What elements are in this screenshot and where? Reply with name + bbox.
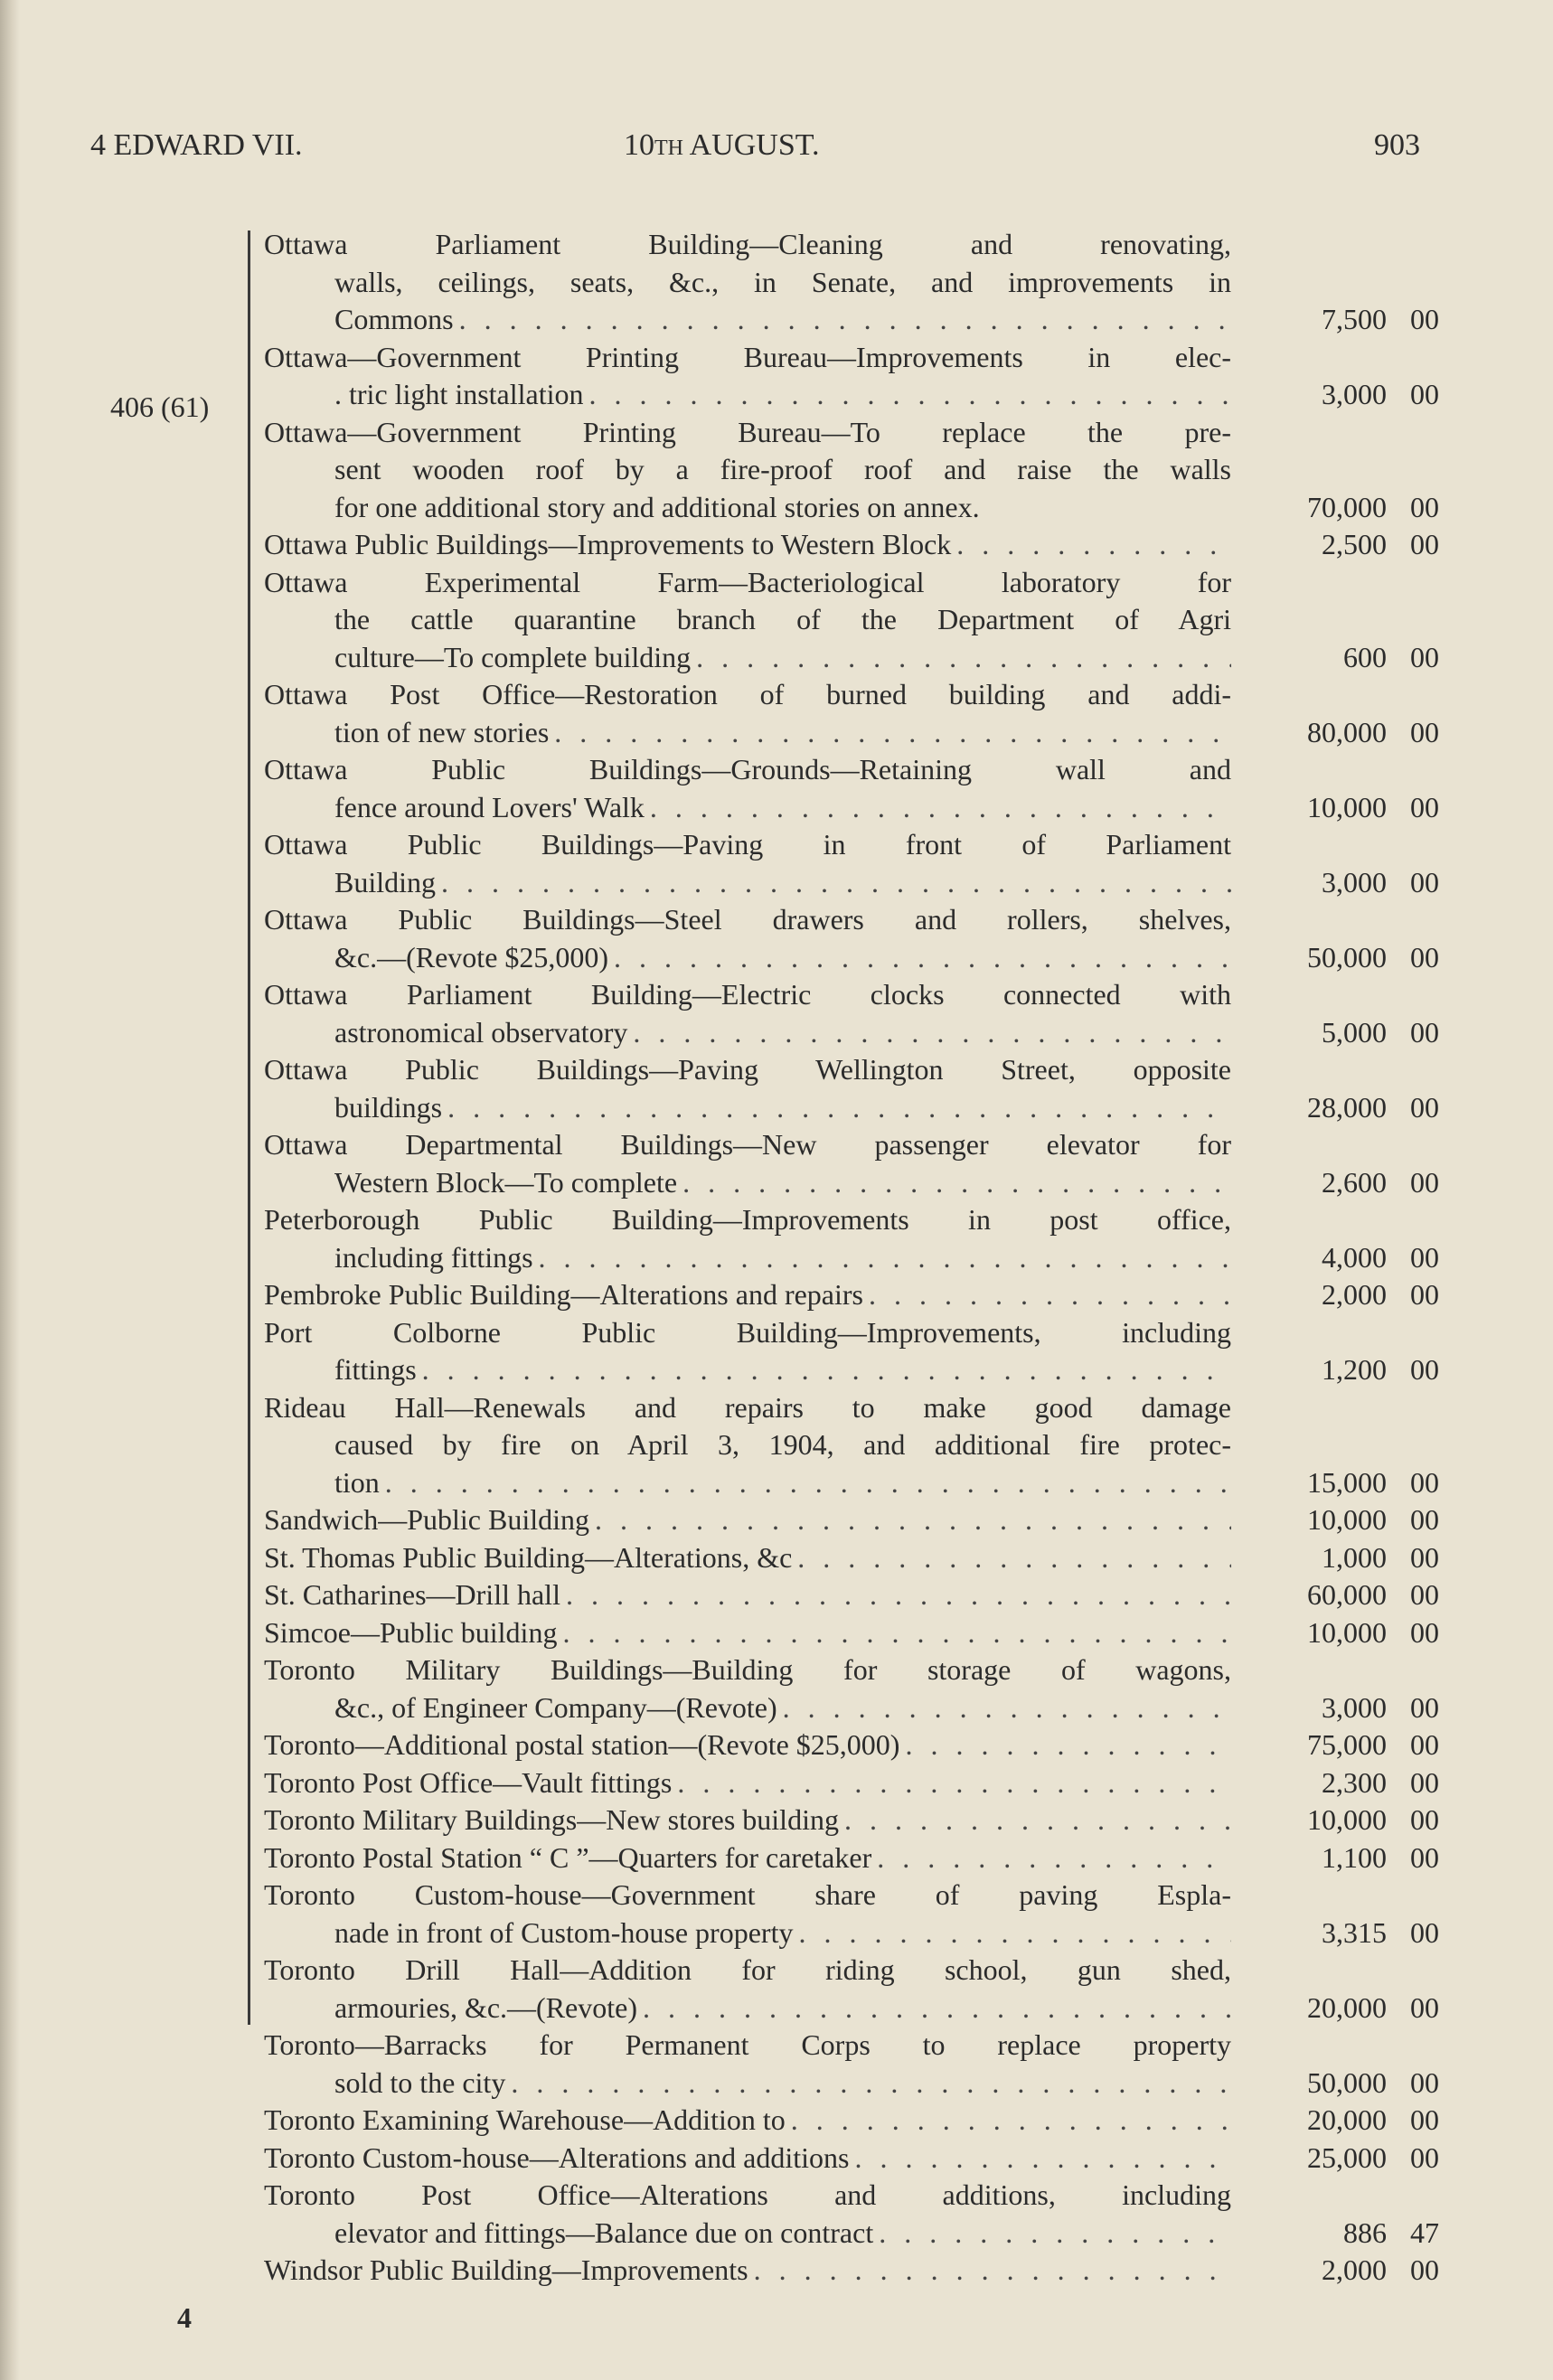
amount-dollars: 50,000 <box>1307 2065 1387 2099</box>
dot-leader <box>877 1839 1231 1877</box>
entry-line <box>264 864 1231 902</box>
amount-dollars: 10,000 <box>1307 790 1387 823</box>
amount-cents: 00 <box>1410 1240 1439 1274</box>
dot-leader <box>447 1089 1231 1127</box>
amount-cents: 00 <box>1410 2253 1439 2286</box>
amount-cents: 00 <box>1410 1015 1439 1049</box>
dot-leader <box>633 1014 1231 1052</box>
entry-amount <box>1204 376 1439 414</box>
amount-cents: 00 <box>1410 1803 1439 1836</box>
entry-text: tion of new stories <box>334 715 550 748</box>
entry-line: the cattle quarantine branch of the Department of Agri <box>334 603 1231 635</box>
dot-leader <box>614 939 1231 977</box>
entry-amount <box>1204 864 1439 902</box>
dot-leader <box>754 2252 1231 2290</box>
amount-cents: 00 <box>1410 490 1439 523</box>
amount-dollars: 1,000 <box>1322 1540 1387 1574</box>
entry-text: Ottawa Public Buildings—Improvements to Western Block <box>264 528 952 560</box>
amount-dollars: 4,000 <box>1322 1240 1387 1274</box>
entry-amount <box>1204 2102 1439 2140</box>
amount-cents: 00 <box>1410 1765 1439 1799</box>
entry-text: elevator and fittings—Balance due on contract <box>334 2215 874 2249</box>
dot-leader <box>677 1764 1231 1802</box>
appropriation-entry <box>264 1952 1439 2027</box>
entry-line <box>264 939 1231 977</box>
dot-leader <box>554 714 1231 752</box>
entry-text: . tric light installation <box>334 378 584 410</box>
appropriation-entry <box>264 2102 1439 2140</box>
entry-text: &c., of Engineer Company—(Revote) <box>334 1690 777 1724</box>
entry-line: Toronto Military Buildings—Building for storage of wagons, <box>264 1653 1231 1686</box>
entry-text: Sandwich—Public Building <box>264 1503 589 1536</box>
amount-dollars: 20,000 <box>1307 1990 1387 2024</box>
appropriation-entry <box>264 2252 1439 2290</box>
amount-cents: 00 <box>1410 1578 1439 1611</box>
entry-amount <box>1204 1839 1439 1877</box>
entry-line <box>264 301 1231 339</box>
entry-line: Ottawa Public Buildings—Steel drawers and rollers, shelves, <box>264 903 1231 936</box>
amount-dollars: 75,000 <box>1307 1728 1387 1761</box>
appropriation-entry <box>264 1726 1439 1764</box>
amount-cents: 00 <box>1410 715 1439 748</box>
dot-leader <box>595 1501 1231 1539</box>
entry-amount <box>1204 1576 1439 1614</box>
appropriation-entry <box>264 1801 1439 1839</box>
entry-amount <box>1204 526 1439 564</box>
entry-amount <box>1204 1351 1439 1389</box>
amount-dollars: 886 <box>1343 2215 1387 2249</box>
appropriation-entry <box>264 901 1439 976</box>
appropriation-entry <box>264 1276 1439 1314</box>
amount-cents: 00 <box>1410 528 1439 560</box>
dot-leader <box>589 376 1231 414</box>
entry-line <box>264 489 1231 527</box>
entry-line: caused by fire on April 3, 1904, and additional fire protec- <box>334 1428 1231 1461</box>
amount-dollars: 10,000 <box>1307 1503 1387 1536</box>
entry-amount <box>1204 2252 1439 2290</box>
entry-amount <box>1204 1801 1439 1839</box>
entry-line <box>264 376 1231 414</box>
entry-line <box>264 2065 1231 2102</box>
amount-cents: 00 <box>1410 640 1439 673</box>
entry-line: Toronto—Barracks for Permanent Corps to replace property <box>264 2028 1231 2061</box>
dot-leader <box>791 2102 1231 2140</box>
entry-amount <box>1204 1764 1439 1802</box>
amount-cents: 00 <box>1410 2140 1439 2174</box>
appropriation-entry <box>264 1389 1439 1502</box>
running-header <box>0 128 1553 174</box>
dot-leader <box>783 1689 1231 1727</box>
amount-cents: 00 <box>1410 1728 1439 1761</box>
amount-cents: 00 <box>1410 303 1439 335</box>
entry-line: Toronto Drill Hall—Addition for riding school, gun shed, <box>264 1953 1231 1986</box>
entry-line <box>264 1501 1231 1539</box>
amount-dollars: 70,000 <box>1307 490 1387 523</box>
amount-cents: 00 <box>1410 1615 1439 1649</box>
amount-dollars: 2,000 <box>1322 1278 1387 1311</box>
entry-text: Windsor Public Building—Improvements <box>264 2253 748 2286</box>
dot-leader <box>797 1539 1231 1577</box>
entry-line <box>264 1801 1231 1839</box>
entry-amount <box>1204 1726 1439 1764</box>
amount-cents: 00 <box>1410 1465 1439 1499</box>
amount-dollars: 600 <box>1343 640 1387 673</box>
amount-dollars: 25,000 <box>1307 2140 1387 2174</box>
appropriation-entry <box>264 1314 1439 1389</box>
entry-line <box>264 1576 1231 1614</box>
entry-text: Toronto Post Office—Vault fittings <box>264 1765 673 1799</box>
appropriation-entry <box>264 751 1439 826</box>
amount-dollars: 60,000 <box>1307 1578 1387 1611</box>
amount-cents: 00 <box>1410 1165 1439 1199</box>
dot-leader <box>844 1801 1231 1839</box>
entry-line <box>264 1839 1231 1877</box>
dot-leader <box>956 526 1231 564</box>
amount-dollars: 7,500 <box>1322 303 1387 335</box>
entry-line: Ottawa Public Buildings—Grounds—Retaining wall and <box>264 753 1231 785</box>
entry-amount <box>1204 714 1439 752</box>
amount-cents: 00 <box>1410 1353 1439 1386</box>
appropriation-entry <box>264 526 1439 564</box>
entry-line <box>264 1351 1231 1389</box>
amount-cents: 00 <box>1410 2103 1439 2136</box>
amount-dollars: 2,000 <box>1322 2253 1387 2286</box>
entry-line <box>264 1614 1231 1652</box>
amount-dollars: 28,000 <box>1307 1090 1387 1124</box>
entry-amount <box>1204 939 1439 977</box>
amount-cents: 00 <box>1410 1503 1439 1536</box>
appropriation-entry <box>264 2027 1439 2102</box>
entry-line <box>264 2252 1231 2290</box>
entry-line: Ottawa Departmental Buildings—New passenger elevator for <box>264 1128 1231 1161</box>
appropriation-entry <box>264 1201 1439 1276</box>
entry-text: Toronto—Additional postal station—(Revote $25,000) <box>264 1728 900 1761</box>
entries-bracket <box>248 230 265 2025</box>
dot-leader <box>511 2065 1231 2102</box>
entry-line <box>264 2215 1231 2253</box>
appropriation-entry <box>264 1051 1439 1126</box>
dot-leader <box>643 1990 1231 2027</box>
entry-amount <box>1204 1539 1439 1577</box>
header-date-month: AUGUST. <box>689 128 820 162</box>
entry-amount <box>1204 489 1439 527</box>
entry-line: Peterborough Public Building—Improvements in post office, <box>264 1203 1231 1236</box>
appropriation-entry <box>264 2177 1439 2252</box>
entry-amount <box>1204 1276 1439 1314</box>
appropriation-entry <box>264 1539 1439 1577</box>
amount-cents: 00 <box>1410 378 1439 410</box>
entry-text: sold to the city <box>334 2065 506 2099</box>
appropriation-entry <box>264 1877 1439 1952</box>
amount-dollars: 10,000 <box>1307 1803 1387 1836</box>
entry-line: Ottawa Post Office—Restoration of burned building and addi- <box>264 678 1231 710</box>
entry-line <box>264 526 1231 564</box>
entry-line: Ottawa Public Buildings—Paving in front of Parliament <box>264 828 1231 861</box>
appropriation-entry <box>264 414 1439 527</box>
dot-leader <box>682 1164 1231 1202</box>
entry-text: buildings <box>334 1090 443 1124</box>
amount-dollars: 2,500 <box>1322 528 1387 560</box>
entry-text: nade in front of Custom-house property <box>334 1915 794 1949</box>
dot-leader <box>854 2140 1231 2178</box>
entry-line: Ottawa Public Buildings—Paving Wellington Street, opposite <box>264 1053 1231 1086</box>
entry-amount <box>1204 1501 1439 1539</box>
entry-text: St. Catharines—Drill hall <box>264 1578 560 1611</box>
dot-leader <box>566 1576 1231 1614</box>
appropriation-entry <box>264 1576 1439 1614</box>
dot-leader <box>385 1464 1231 1502</box>
amount-cents: 00 <box>1410 1915 1439 1949</box>
entry-amount <box>1204 2140 1439 2178</box>
amount-cents: 47 <box>1410 2215 1439 2249</box>
entry-line <box>264 1464 1231 1502</box>
entry-line: Toronto Post Office—Alterations and additions, including <box>264 2178 1231 2211</box>
appropriation-entry <box>264 1501 1439 1539</box>
entry-amount <box>1204 301 1439 339</box>
dot-leader <box>905 1726 1231 1764</box>
entry-line: Ottawa—Government Printing Bureau—Improvements in elec- <box>264 340 1231 373</box>
header-reign: 4 EDWARD VII. <box>90 128 303 162</box>
entry-text: culture—To complete building <box>334 640 692 673</box>
appropriation-entry <box>264 1126 1439 1201</box>
entry-line: Ottawa Experimental Farm—Bacteriological laboratory for <box>264 565 1231 598</box>
amount-dollars: 15,000 <box>1307 1465 1387 1499</box>
amount-dollars: 2,600 <box>1322 1165 1387 1199</box>
entry-amount <box>1204 789 1439 827</box>
entry-line <box>264 1164 1231 1202</box>
entry-text: for one additional story and additional stories on annex. <box>334 490 980 523</box>
appropriation-entry <box>264 2140 1439 2178</box>
amount-dollars: 3,000 <box>1322 865 1387 898</box>
appropriation-entry <box>264 1614 1439 1652</box>
entry-amount <box>1204 1990 1439 2027</box>
entry-text: Commons <box>334 303 454 335</box>
appropriation-entry <box>264 1839 1439 1877</box>
amount-cents: 00 <box>1410 2065 1439 2099</box>
entry-text: Toronto Military Buildings—New stores building <box>264 1803 839 1836</box>
vote-reference: 406 (61) <box>110 390 210 423</box>
entry-amount <box>1204 1689 1439 1727</box>
entry-text: Pembroke Public Building—Alterations and repairs <box>264 1278 863 1311</box>
entry-line: Toronto Custom-house—Government share of paving Espla- <box>264 1878 1231 1911</box>
entry-text: including fittings <box>334 1240 533 1274</box>
dot-leader <box>562 1614 1231 1652</box>
entry-line <box>264 1089 1231 1127</box>
entry-text: Western Block—To complete <box>334 1165 678 1199</box>
dot-leader <box>441 864 1231 902</box>
entry-line <box>264 2140 1231 2178</box>
entry-line <box>264 1726 1231 1764</box>
dot-leader <box>650 789 1231 827</box>
appropriation-entry <box>264 676 1439 751</box>
amount-cents: 00 <box>1410 1690 1439 1724</box>
appropriation-entry <box>264 976 1439 1051</box>
amount-dollars: 1,200 <box>1322 1353 1387 1386</box>
header-date <box>624 128 820 163</box>
appropriation-entry <box>264 339 1439 414</box>
amount-dollars: 80,000 <box>1307 715 1387 748</box>
entry-text: fittings <box>334 1353 417 1386</box>
amount-cents: 00 <box>1410 1540 1439 1574</box>
appropriation-entry <box>264 1651 1439 1726</box>
entry-line: Ottawa Parliament Building—Electric clocks connected with <box>264 978 1231 1011</box>
header-date-suffix: TH <box>654 136 683 160</box>
page-binding-edge <box>0 0 20 2380</box>
entry-text: fence around Lovers' Walk <box>334 790 645 823</box>
appropriation-entry <box>264 226 1439 339</box>
entry-text: &c.—(Revote $25,000) <box>334 940 609 974</box>
amount-dollars: 2,300 <box>1322 1765 1387 1799</box>
entry-amount <box>1204 1239 1439 1277</box>
entry-line <box>264 2102 1231 2140</box>
entry-line <box>264 714 1231 752</box>
amount-dollars: 10,000 <box>1307 1615 1387 1649</box>
entry-text: St. Thomas Public Building—Alterations, &c <box>264 1540 793 1574</box>
entry-text: Toronto Postal Station “ C ”—Quarters for caretaker <box>264 1840 872 1874</box>
entry-amount <box>1204 639 1439 677</box>
appropriation-list <box>264 226 1439 2290</box>
entry-amount <box>1204 2065 1439 2102</box>
entry-amount <box>1204 2215 1439 2253</box>
header-date-day: 10 <box>624 128 654 162</box>
entry-amount <box>1204 1614 1439 1652</box>
entry-amount <box>1204 1914 1439 1952</box>
entry-text: Toronto Examining Warehouse—Addition to <box>264 2103 786 2136</box>
dot-leader <box>422 1351 1231 1389</box>
amount-cents: 00 <box>1410 940 1439 974</box>
entry-line <box>264 1689 1231 1727</box>
entry-line <box>264 1539 1231 1577</box>
dot-leader <box>539 1239 1231 1277</box>
entry-text: Simcoe—Public building <box>264 1615 558 1649</box>
amount-dollars: 1,100 <box>1322 1840 1387 1874</box>
amount-dollars: 3,000 <box>1322 1690 1387 1724</box>
amount-cents: 00 <box>1410 1090 1439 1124</box>
amount-dollars: 50,000 <box>1307 940 1387 974</box>
amount-cents: 00 <box>1410 790 1439 823</box>
appropriation-entry <box>264 564 1439 677</box>
entry-text: armouries, &c.—(Revote) <box>334 1990 637 2024</box>
entry-line <box>264 1239 1231 1277</box>
entry-amount <box>1204 1014 1439 1052</box>
entry-line <box>264 1014 1231 1052</box>
amount-cents: 00 <box>1410 865 1439 898</box>
entry-line <box>264 789 1231 827</box>
dot-leader <box>879 2215 1231 2253</box>
entry-line <box>264 1276 1231 1314</box>
amount-dollars: 5,000 <box>1322 1015 1387 1049</box>
entry-line: Ottawa—Government Printing Bureau—To replace the pre- <box>264 415 1231 448</box>
appropriation-entry <box>264 1764 1439 1802</box>
entry-amount <box>1204 1464 1439 1502</box>
entry-text: Toronto Custom-house—Alterations and additions <box>264 2140 850 2174</box>
amount-dollars: 20,000 <box>1307 2103 1387 2136</box>
entry-line <box>264 1764 1231 1802</box>
entry-line <box>264 1914 1231 1952</box>
entry-line: Rideau Hall—Renewals and repairs to make good damage <box>264 1390 1231 1424</box>
entry-text: tion <box>334 1465 380 1499</box>
dot-leader <box>798 1914 1231 1952</box>
entry-line <box>264 639 1231 677</box>
dot-leader <box>869 1276 1231 1314</box>
entry-text: Building <box>334 865 437 898</box>
amount-cents: 00 <box>1410 1840 1439 1874</box>
amount-cents: 00 <box>1410 1990 1439 2024</box>
amount-dollars: 3,315 <box>1322 1915 1387 1949</box>
appropriation-entry <box>264 826 1439 901</box>
entry-line: walls, ceilings, seats, &c., in Senate, and improvements in <box>334 265 1231 298</box>
entry-line: Port Colborne Public Building—Improvements, including <box>264 1315 1231 1349</box>
entry-line <box>264 1990 1231 2027</box>
entry-line: Ottawa Parliament Building—Cleaning and renovating, <box>264 228 1231 260</box>
page-number: 903 <box>1374 128 1420 162</box>
entry-line: sent wooden roof by a fire-proof roof and raise the walls <box>334 453 1231 485</box>
amount-dollars: 3,000 <box>1322 378 1387 410</box>
entry-amount <box>1204 1089 1439 1127</box>
entry-amount <box>1204 1164 1439 1202</box>
amount-cents: 00 <box>1410 1278 1439 1311</box>
dot-leader <box>696 639 1231 677</box>
dot-leader <box>459 301 1231 339</box>
entry-text: astronomical observatory <box>334 1015 628 1049</box>
signature-mark: 4 <box>177 2301 192 2334</box>
